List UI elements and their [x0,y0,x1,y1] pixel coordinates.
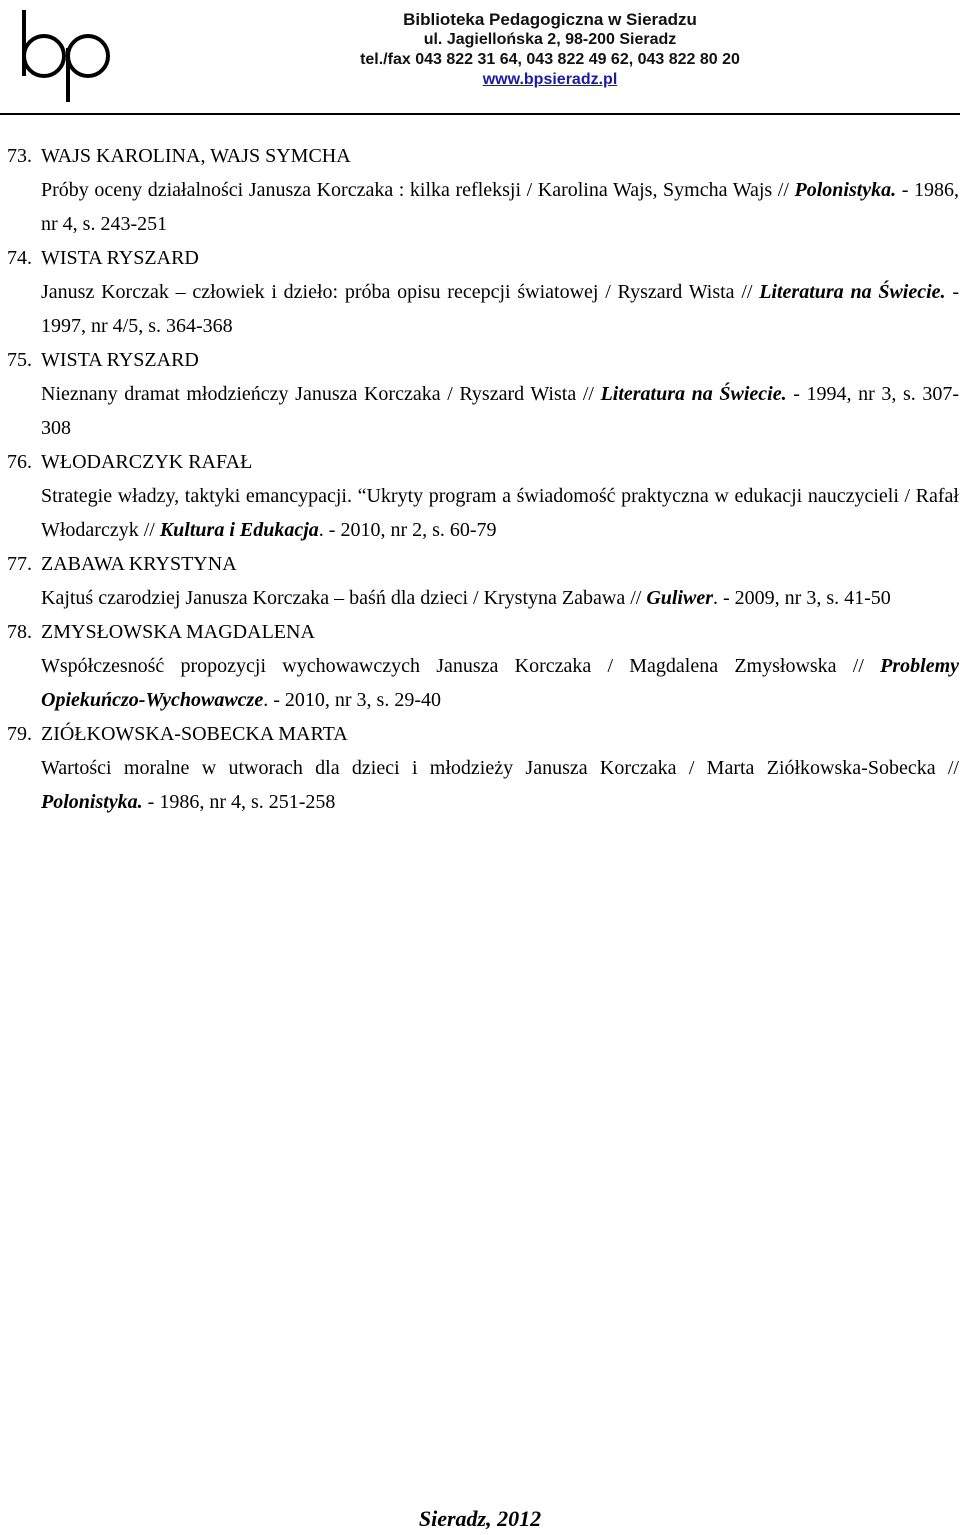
entry-title: Janusz Korczak – człowiek i dzieło: próba opisu recepcji światowej / Ryszard Wista // [41,281,753,303]
entry-number: 76. [7,451,32,473]
entry-source: Literatura na Świecie. [759,281,946,303]
entry-description [41,275,959,343]
entry-details: . - 2010, nr 2, s. 60-79 [318,519,497,541]
entry-details: - 1997, nr 4/5, s. 364-368 [41,281,959,337]
bibliography-entry [0,445,960,547]
entry-author: WŁODARCZYK RAFAŁ [41,451,253,473]
entry-details: . - 2009, nr 3, s. 41-50 [713,587,891,609]
entry-description [41,173,959,241]
entry-title: Wartości moralne w utworach dla dzieci i młodzieży Janusza Korczaka / Marta Ziółkowska-Sobecka // [41,757,959,779]
entry-description [41,479,959,547]
entry-details: . - 2010, nr 3, s. 29-40 [263,689,441,711]
entry-number: 74. [7,247,32,269]
entry-number: 75. [7,349,32,371]
bibliography-entry [0,241,960,343]
entry-title: Próby oceny działalności Janusza Korczaka : kilka refleksji / Karolina Wajs, Symcha Wajs // [41,179,789,201]
bibliography-entry [0,343,960,445]
entry-author: WAJS KAROLINA, WAJS SYMCHA [41,145,351,167]
library-website-link[interactable]: www.bpsieradz.pl [482,71,618,88]
entry-number: 73. [7,145,32,167]
bibliography-list [0,139,960,819]
entry-details: - 1994, nr 3, s. 307-308 [41,383,960,439]
entry-number: 77. [7,553,32,575]
bibliography-entry [0,615,960,717]
entry-source: Polonistyka. [41,791,143,813]
entry-title: Współczesność propozycji wychowawczych Janusza Korczaka / Magdalena Zmysłowska // [41,655,864,677]
entry-title: Strategie władzy, taktyki emancypacji. “Ukryty program a świadomość praktyczna w edukacji nauczycieli / Rafał Włodarczyk // [41,485,959,541]
entry-author: WISTA RYSZARD [41,247,199,269]
entry-source: Polonistyka. [794,179,897,201]
library-name: Biblioteka Pedagogiczna w Sieradzu [403,10,697,29]
entry-details: - 1986, nr 4, s. 251-258 [142,791,336,813]
bibliography-entry [0,139,960,241]
bibliography-entry [0,547,960,615]
library-header [270,10,830,90]
entry-author: ZMYSŁOWSKA MAGDALENA [41,621,315,643]
entry-description [41,377,959,445]
entry-source: Guliwer [646,587,713,609]
entry-description [41,581,959,615]
library-phone: tel./fax 043 822 31 64, 043 822 49 62, 043 822 80 20 [360,51,740,68]
entry-description [41,751,959,819]
entry-number: 79. [7,723,32,745]
entry-title: Nieznany dramat młodzieńczy Janusza Korczaka / Ryszard Wista // [41,383,594,405]
library-logo [14,4,134,104]
entry-source: Problemy Opiekuńczo-Wychowawcze [41,655,960,711]
entry-author: WISTA RYSZARD [41,349,199,371]
bibliography-entry [0,717,960,819]
library-address: ul. Jagiellońska 2, 98-200 Sieradz [423,31,677,48]
entry-title: Kajtuś czarodziej Janusza Korczaka – baśń dla dzieci / Krystyna Zabawa // [41,587,642,609]
bp-logo-icon [14,4,134,104]
entry-author: ZABAWA KRYSTYNA [41,553,237,575]
header-divider [0,113,960,115]
footer-place-year: Sieradz, 2012 [418,1506,542,1531]
entry-number: 78. [7,621,32,643]
entry-description [41,649,959,717]
entry-source: Literatura na Świecie. [600,383,787,405]
entry-author: ZIÓŁKOWSKA-SOBECKA MARTA [41,723,348,745]
entry-details: - 1986, nr 4, s. 243-251 [41,179,959,235]
entry-source: Kultura i Edukacja [159,519,319,541]
